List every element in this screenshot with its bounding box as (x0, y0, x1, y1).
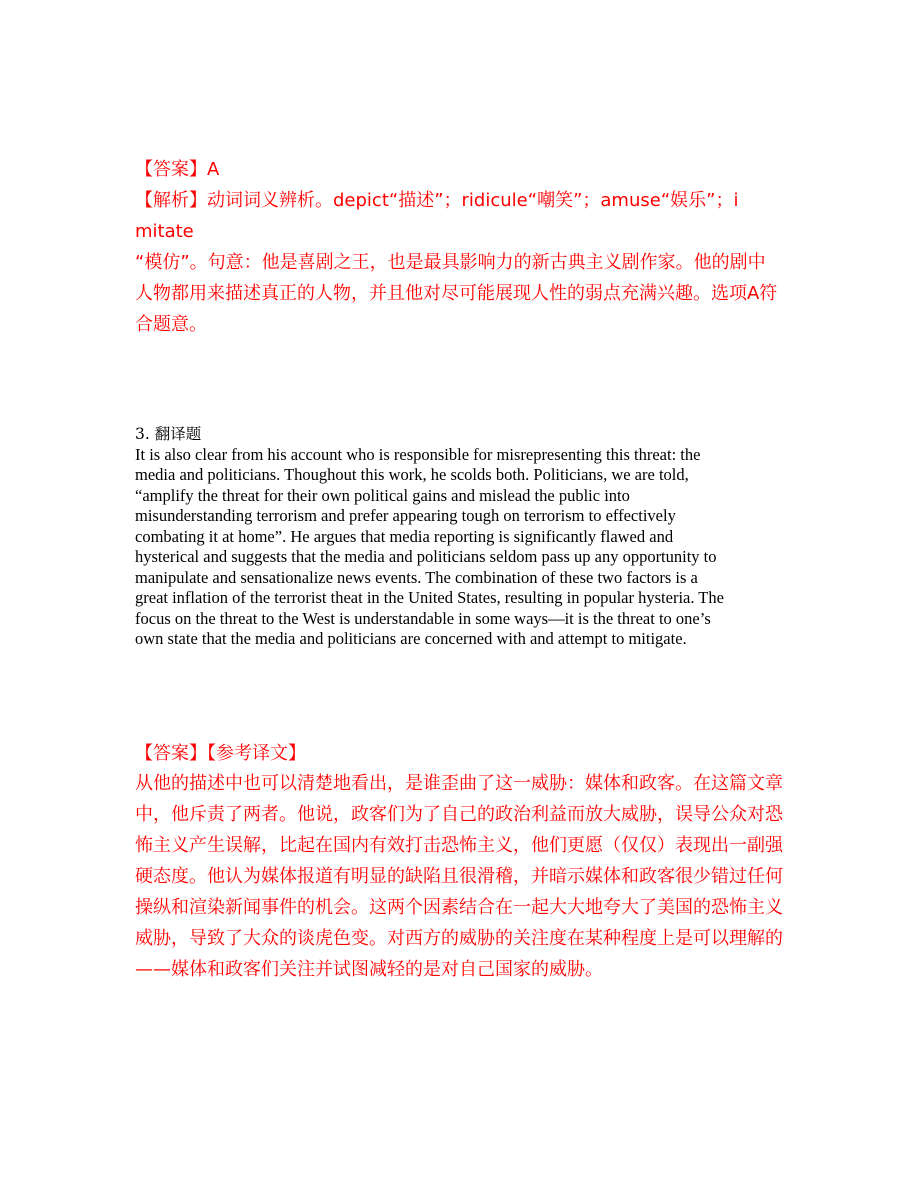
passage-line: media and politicians. Thoughout this work, he scolds both. Politicians, we are told, (135, 465, 689, 484)
passage-line: combating it at home”. He argues that media reporting is significantly flawed and (135, 526, 674, 546)
answer-line-2 (135, 738, 787, 769)
translation-line: 操纵和渲染新闻事件的机会。这两个因素结合在一起大大地夸大了美国的恐怖主义 (135, 897, 783, 918)
analysis-line: mitate (135, 221, 194, 242)
translation-line: 怖主义产生误解，比起在国内有效打击恐怖主义，他们更愿（仅仅）表现出一副强 (135, 835, 783, 856)
translation-line: 从他的描述中也可以清楚地看出，是谁歪曲了这一威胁：媒体和政客。在这篇文章 (135, 773, 783, 794)
passage-line: It is also clear from his account who is responsible for misrepresenting this threat: the (135, 444, 701, 464)
question-title: 3. 翻译题 (135, 425, 202, 443)
translation-line: 中，他斥责了两者。他说，政客们为了自己的政治利益而放大威胁，误导公众对恐 (135, 804, 783, 825)
passage-line: manipulate and sensationalize news events. The combination of these two factors is a (135, 567, 698, 587)
translation-question (135, 424, 795, 650)
translation-line: 硬态度。他认为媒体报道有明显的缺陷且很滑稽，并暗示媒体和政客很少错过任何 (135, 866, 783, 887)
passage-line: “amplify the threat for their own political gains and mislead the public into (135, 485, 630, 505)
analysis-line: 合题意。 (135, 314, 207, 335)
reference-translation (135, 768, 787, 985)
answer-text: 【答案】【参考译文】 (135, 743, 306, 764)
passage-line: great inflation of the terrorist theat in the United States, resulting in popular hysteria. The (135, 588, 724, 607)
analysis-line: 【解析】动词词义辨析。depict“描述”；ridicule“嘲笑”；amuse“娱乐”；i (135, 190, 739, 211)
passage-line: misunderstanding terrorism and prefer appearing tough on terrorism to effectively (135, 506, 676, 525)
analysis-paragraph (135, 185, 787, 340)
answer-line-1 (135, 154, 787, 185)
answer-text: 【答案】A (135, 159, 220, 180)
translation-line: 威胁，导致了大众的谈虎色变。对西方的威胁的关注度在某种程度上是可以理解的 (135, 928, 783, 949)
analysis-line: 人物都用来描述真正的人物，并且他对尽可能展现人性的弱点充满兴趣。选项A符 (135, 283, 778, 304)
passage-line: hysterical and suggests that the media and politicians seldom pass up any opportunity to (135, 547, 717, 566)
passage-line: focus on the threat to the West is understandable in some ways—it is the threat to one’s (135, 608, 711, 628)
translation-line: ——媒体和政客们关注并试图减轻的是对自己国家的威胁。 (135, 959, 603, 980)
passage-line: own state that the media and politicians are concerned with and attempt to mitigate. (135, 629, 687, 648)
analysis-line: “模仿”。句意：他是喜剧之王，也是最具影响力的新古典主义剧作家。他的剧中 (135, 252, 766, 273)
